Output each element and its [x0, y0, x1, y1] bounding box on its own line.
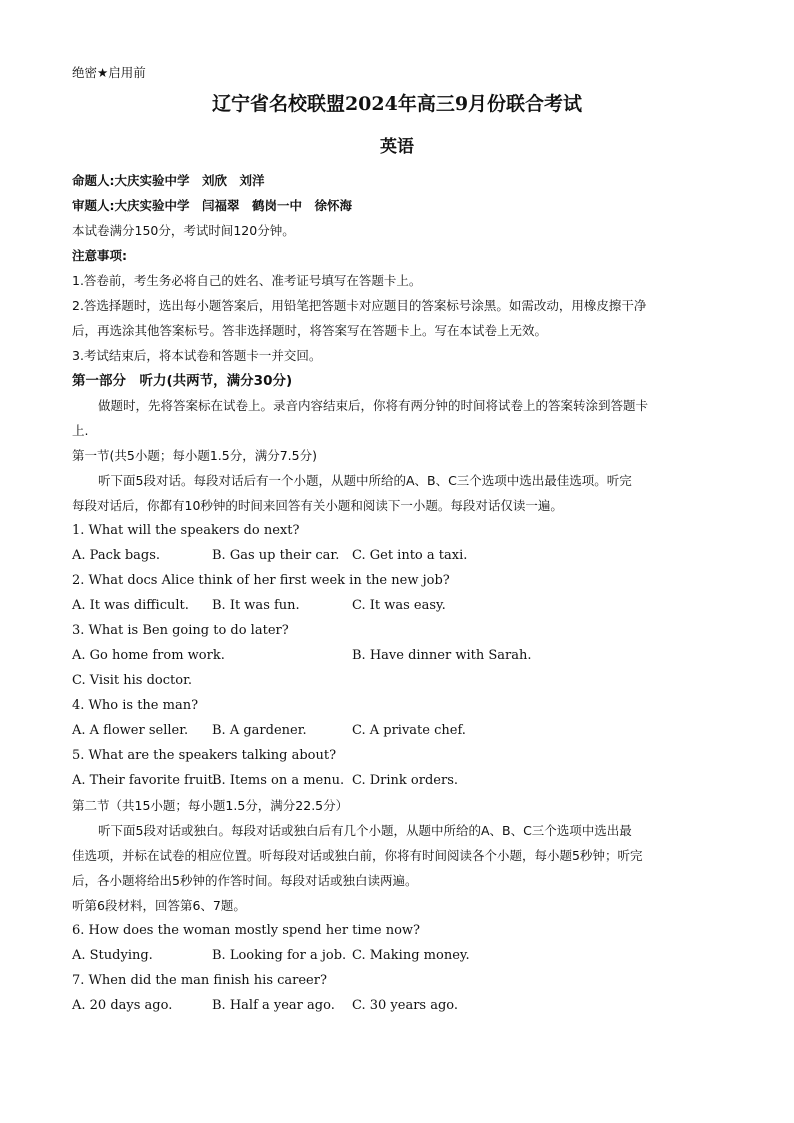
part1-heading: 第一部分 听力(共两节，满分30分) — [72, 373, 293, 389]
question-4-option-c: C. A private chef. — [352, 723, 466, 738]
question-3-option-b: B. Have dinner with Sarah. — [352, 648, 532, 663]
question-7-option-c: C. 30 years ago. — [352, 998, 459, 1013]
question-2-stem: 2. What docs Alice think of her first week in the new job? — [72, 573, 450, 588]
confidential-label: 绝密★启用前 — [72, 65, 146, 80]
setters-line: 命题人:大庆实验中学 刘欣 刘洋 — [72, 173, 265, 188]
section1-instr-line2: 每段对话后，你都有10秒钟的时间来回答有关小题和阅读下一小题。每段对话仅读一遍。 — [72, 498, 563, 513]
question-3-option-c: C. Visit his doctor. — [72, 673, 192, 688]
part1-intro-line2: 上. — [72, 423, 89, 438]
question-6-stem: 6. How does the woman mostly spend her time now? — [72, 923, 421, 938]
question-3-stem: 3. What is Ben going to do later? — [72, 623, 289, 638]
section2-instr-line1: 听下面5段对话或独白。每段对话或独白后有几个小题，从题中所给的A、B、C三个选项中选出最 — [98, 823, 632, 838]
part1-intro-line1: 做题时，先将答案标在试卷上。录音内容结束后，你将有两分钟的时间将试卷上的答案转涂到答题卡 — [98, 398, 649, 413]
section1-heading: 第一节(共5小题；每小题1.5分，满分7.5分) — [72, 448, 317, 463]
section2-heading: 第二节（共15小题；每小题1.5分，满分22.5分） — [72, 798, 349, 813]
question-7-stem: 7. When did the man finish his career? — [72, 973, 327, 988]
question-4-option-b: B. A gardener. — [212, 723, 307, 738]
note-item-3: 3.考试结束后，将本试卷和答题卡一并交回。 — [72, 348, 322, 363]
question-4-stem: 4. Who is the man? — [72, 698, 199, 713]
question-5-stem: 5. What are the speakers talking about? — [72, 748, 337, 763]
note-item-2-line2: 后，再选涂其他答案标号。答非选择题时，将答案写在答题卡上。写在本试卷上无效。 — [72, 323, 548, 338]
section2-instr-line2: 佳选项，并标在试卷的相应位置。听每段对话或独白前，你将有时间阅读各个小题，每小题5秒钟；听完 — [72, 848, 643, 863]
notes-heading: 注意事项: — [72, 248, 127, 263]
question-2-option-b: B. It was fun. — [212, 598, 300, 613]
question-1-option-a: A. Pack bags. — [72, 548, 161, 563]
score-time-line: 本试卷满分150分，考试时间120分钟。 — [72, 223, 295, 238]
question-1-option-c: C. Get into a taxi. — [352, 548, 468, 563]
question-5-option-a: A. Their favorite fruit. — [72, 773, 217, 788]
section2-instr-line3: 后，各小题将给出5秒钟的作答时间。每段对话或独白读两遍。 — [72, 873, 418, 888]
question-7-option-b: B. Half a year ago. — [212, 998, 335, 1013]
question-6-option-c: C. Making money. — [352, 948, 470, 963]
question-6-option-a: A. Studying. — [72, 948, 153, 963]
question-5-option-b: B. Items on a menu. — [212, 773, 345, 788]
reviewers-line: 审题人:大庆实验中学 闫福翠 鹤岗一中 徐怀海 — [72, 198, 352, 213]
question-6-option-b: B. Looking for a job. — [212, 948, 347, 963]
question-3-option-a: A. Go home from work. — [72, 648, 225, 663]
question-1-option-b: B. Gas up their car. — [212, 548, 340, 563]
section1-instr-line1: 听下面5段对话。每段对话后有一个小题，从题中所给的A、B、C三个选项中选出最佳选项。听完 — [98, 473, 632, 488]
note-item-2-line1: 2.答选择题时，选出每小题答案后，用铅笔把答题卡对应题目的答案标号涂黑。如需改动，用橡皮擦干净 — [72, 298, 647, 313]
question-1-stem: 1. What will the speakers do next? — [72, 523, 300, 538]
material-6-label: 听第6段材料，回答第6、7题。 — [72, 898, 246, 913]
subject-title: 英语 — [380, 137, 414, 157]
question-5-option-c: C. Drink orders. — [352, 773, 458, 788]
question-4-option-a: A. A flower seller. — [72, 723, 189, 738]
question-2-option-c: C. It was easy. — [352, 598, 446, 613]
question-2-option-a: A. It was difficult. — [72, 598, 189, 613]
question-7-option-a: A. 20 days ago. — [72, 998, 173, 1013]
exam-title: 辽宁省名校联盟2024年高三9月份联合考试 — [211, 93, 583, 115]
note-item-1: 1.答卷前，考生务必将自己的姓名、准考证号填写在答题卡上。 — [72, 273, 422, 288]
